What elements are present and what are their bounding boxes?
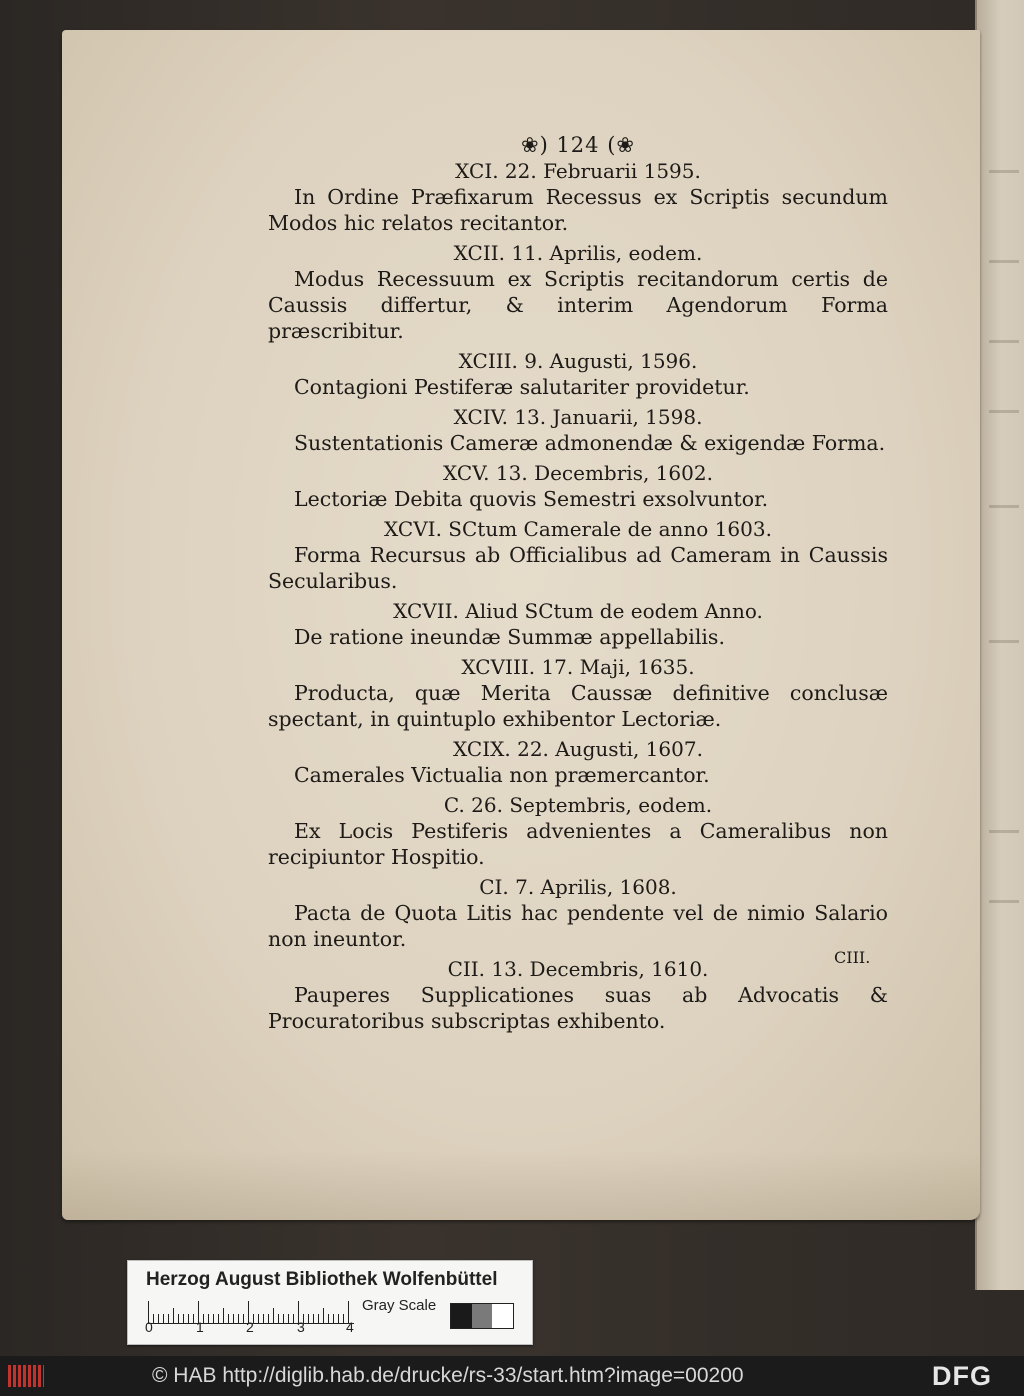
entry-heading: XCVIII. 17. Maji, 1635.: [461, 655, 695, 679]
ruler-tick: [243, 1314, 244, 1323]
ruler-tick: [333, 1314, 334, 1323]
ruler-tick: [328, 1314, 329, 1323]
entry-heading: CI. 7. Aprilis, 1608.: [479, 875, 677, 899]
ruler-tick: [258, 1314, 259, 1323]
entry-heading: XCII. 11. Aprilis, eodem.: [453, 241, 703, 265]
gray-scale-label: Gray Scale: [362, 1297, 437, 1314]
entry-text: De ratione ineundæ Summæ appellabilis.: [294, 625, 725, 649]
ruler-tick: [293, 1314, 294, 1323]
ruler-tick: [288, 1314, 289, 1323]
entry-heading: XCI. 22. Februarii 1595.: [455, 159, 701, 183]
entry-text: In Ordine Præfixarum Recessus ex Scriptis secundum Modos hic relatos recitantor.: [268, 185, 888, 235]
ruler-tick: [308, 1314, 309, 1323]
viewer-footer: [0, 1356, 1024, 1396]
catchword: CIII.: [834, 948, 871, 967]
ruler-number: 4: [346, 1319, 354, 1335]
entry-heading: CII. 13. Decembris, 1610.: [447, 957, 709, 981]
ruler-tick: [208, 1314, 209, 1323]
gray-swatch: [472, 1304, 493, 1328]
ruler-tick: [273, 1308, 274, 1323]
gray-swatch: [451, 1304, 472, 1328]
gray-scale-swatches: [450, 1303, 514, 1329]
ruler-tick: [153, 1314, 154, 1323]
gray-swatch: [492, 1304, 513, 1328]
ruler-tick: [158, 1314, 159, 1323]
ruler-tick: [213, 1314, 214, 1323]
ruler-number: 0: [145, 1319, 153, 1335]
facing-page-edge: [975, 0, 1024, 1290]
ruler-tick: [163, 1314, 164, 1323]
ruler-number: 2: [246, 1319, 254, 1335]
ruler-tick: [323, 1308, 324, 1323]
entry-text: Camerales Victualia non præmercantor.: [294, 763, 710, 787]
dfg-logo: DFG: [932, 1361, 992, 1391]
ruler-tick: [268, 1314, 269, 1323]
entry-text: Lectoriæ Debita quovis Semestri exsolvuntor.: [294, 487, 769, 511]
ruler-tick: [233, 1314, 234, 1323]
entry-heading: XCVII. Aliud SCtum de eodem Anno.: [393, 599, 763, 623]
ruler-tick: [283, 1314, 284, 1323]
entry-text: Pacta de Quota Litis hac pendente vel de nimio Salario non ineuntor.: [268, 901, 888, 951]
ruler-tick: [338, 1314, 339, 1323]
library-color-label: [127, 1260, 533, 1345]
ruler-tick: [188, 1314, 189, 1323]
ruler-tick: [228, 1314, 229, 1323]
entry-text: Ex Locis Pestiferis advenientes a Cameralibus non recipiuntor Hospitio.: [268, 819, 888, 869]
entry-heading: C. 26. Septembris, eodem.: [443, 793, 713, 817]
ruler-tick: [168, 1314, 169, 1323]
ruler-tick: [193, 1314, 194, 1323]
ruler-tick: [173, 1308, 174, 1323]
ruler-tick: [263, 1314, 264, 1323]
entry-text: Modus Recessuum ex Scriptis recitandorum certis de Caussis differtur, & interim Agendorum Forma præscribitur.: [268, 267, 888, 343]
entry-text: Pauperes Supplicationes suas ab Advocatis & Procuratoribus subscriptas exhibento.: [268, 983, 888, 1033]
ruler-number: 1: [196, 1319, 204, 1335]
library-name: Herzog August Bibliothek Wolfenbüttel: [146, 1269, 498, 1290]
ruler-tick: [278, 1314, 279, 1323]
page-text: [268, 132, 888, 1038]
credit-link[interactable]: © HAB http://diglib.hab.de/drucke/rs-33/start.htm?image=00200: [152, 1364, 744, 1387]
ruler-tick: [218, 1314, 219, 1323]
entry-heading: XCVI. SCtum Camerale de anno 1603.: [384, 517, 772, 541]
entry-heading: XCIX. 22. Augusti, 1607.: [453, 737, 703, 761]
entry-heading: XCV. 13. Decembris, 1602.: [443, 461, 713, 485]
ruler-tick: [238, 1314, 239, 1323]
ruler-tick: [343, 1314, 344, 1323]
ruler-tick: [178, 1314, 179, 1323]
ruler-tick: [183, 1314, 184, 1323]
ruler-tick: [223, 1308, 224, 1323]
entry-heading: XCIV. 13. Januarii, 1598.: [453, 405, 703, 429]
entry-heading: XCIII. 9. Augusti, 1596.: [458, 349, 698, 373]
page-number: ❀) 124 (❀: [520, 133, 635, 157]
ruler-tick: [318, 1314, 319, 1323]
hab-logo-icon: [8, 1365, 44, 1387]
entry-text: Producta, quæ Merita Caussæ definitive conclusæ spectant, in quintuplo exhibentor Lectoriæ.: [268, 681, 888, 731]
ruler-tick: [313, 1314, 314, 1323]
entry-text: Sustentationis Cameræ admonendæ & exigendæ Forma.: [294, 431, 886, 455]
ruler-number: 3: [297, 1319, 305, 1335]
entry-text: Forma Recursus ab Officialibus ad Cameram in Caussis Secularibus.: [268, 543, 888, 593]
entry-text: Contagioni Pestiferæ salutariter providetur.: [294, 375, 750, 399]
